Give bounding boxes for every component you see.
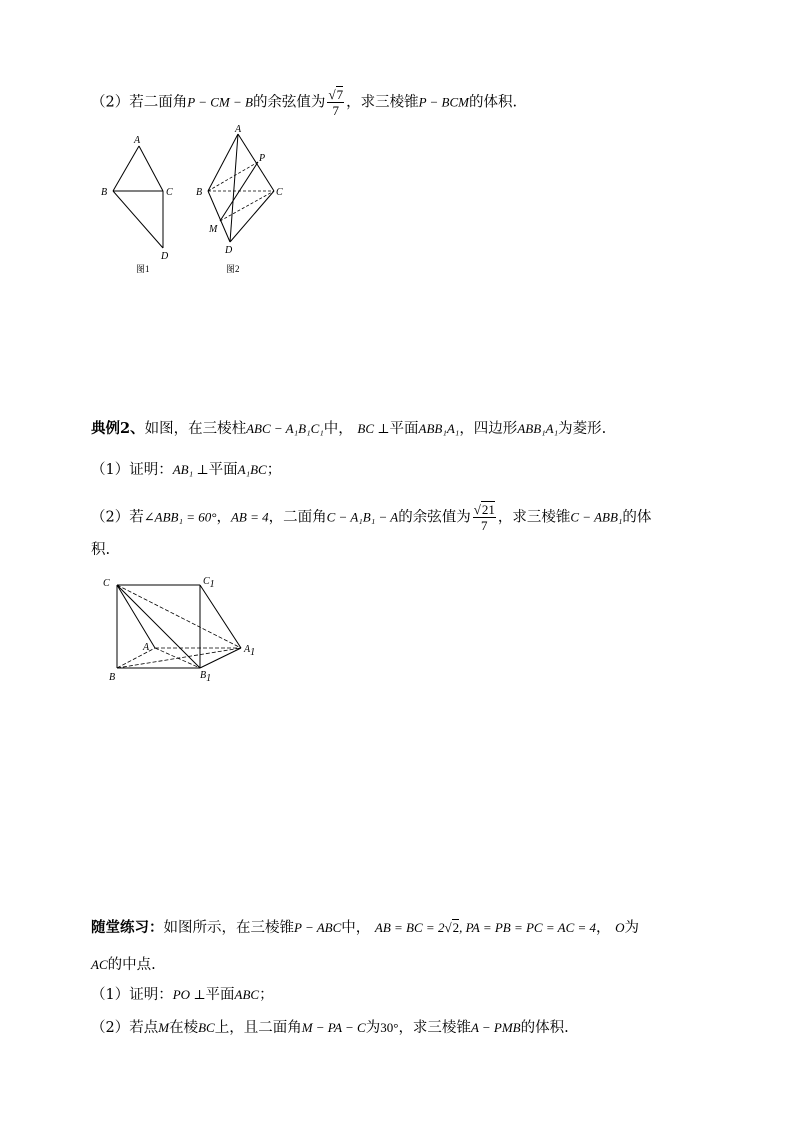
- practice-q2-m: M: [158, 1020, 170, 1035]
- ex2-frac-num: 21: [481, 502, 495, 517]
- s1-q2-mid: 的余弦值为: [252, 94, 326, 111]
- fig3-label-c: C: [103, 578, 110, 589]
- fig2-label-d: D: [225, 245, 233, 256]
- fig2-label-c: C: [276, 187, 283, 198]
- fig1-edge-ab: [113, 146, 139, 191]
- s1-q2-fraction: $\frac{√7}{7}$: [328, 87, 344, 118]
- fig1-edge-bd: [113, 191, 163, 248]
- fig1-label-a: A: [134, 135, 141, 146]
- fig1-edge-ac: [139, 146, 163, 191]
- fig1-label-c: C: [166, 187, 173, 198]
- ex2-plane: ABB₁A₁: [418, 421, 460, 436]
- s1-q2-end: 的体积.: [469, 94, 518, 111]
- fig2-caption: 图2: [226, 264, 240, 274]
- figure-2: [192, 122, 292, 278]
- ex2-text2: 中，: [323, 421, 353, 437]
- fig2-dash-mc: [220, 191, 274, 221]
- practice-q2-end: 的体积.: [520, 1020, 569, 1036]
- s1-frac-den: 7: [332, 103, 339, 118]
- fig3-edge-cb1: [117, 585, 200, 668]
- practice-text1: 如图所示，在三棱锥: [163, 920, 294, 936]
- fig2-edge-ad: [230, 134, 238, 242]
- practice-heading: 随堂练习：: [91, 919, 164, 936]
- ex2-q2-sep: ，: [216, 509, 231, 526]
- practice-solid: P − ABC: [294, 920, 342, 935]
- fig3-label-c1: C1: [203, 576, 215, 590]
- ex2-q2-line: [91, 502, 651, 533]
- practice-text5: 的中点.: [107, 957, 156, 973]
- practice-text3: ，: [596, 920, 611, 936]
- ex2-q2-cont: 积.: [91, 542, 111, 558]
- practice-q1-plane: ABC: [234, 987, 260, 1002]
- s1-frac-num: 7: [336, 87, 344, 102]
- practice-text4: 为: [624, 920, 640, 936]
- figure-1: [95, 128, 185, 278]
- fig3-label-b1: B1: [200, 670, 212, 684]
- practice-q1-prefix: （1）证明：: [91, 987, 173, 1003]
- fig1-caption: 图1: [136, 264, 150, 274]
- ex2-prism: ABC − A₁B₁C₁: [246, 421, 324, 436]
- ex2-q2-text2: 的余弦值为: [398, 509, 471, 526]
- fig2-edge-pm: [220, 162, 258, 221]
- ex2-q2-text3: ，求三棱锥: [497, 509, 571, 526]
- practice-q2-bc: BC: [198, 1020, 215, 1035]
- fig1-label-d: D: [161, 251, 169, 262]
- ex2-line1: [91, 419, 606, 439]
- practice-q1-line-expr: PO ⊥: [172, 987, 206, 1002]
- s1-q2-solid: P − BCM: [418, 94, 469, 110]
- practice-q2-solid: A − PMB: [470, 1020, 521, 1035]
- practice-seg-ac: AC: [91, 957, 108, 972]
- s1-q2-angle: P − CM − B: [187, 94, 253, 110]
- practice-cond1: AB = BC = 2: [374, 920, 445, 935]
- ex2-q2-solid: C − ABB₁: [570, 509, 623, 525]
- ex2-frac-den: 7: [481, 518, 488, 533]
- ex2-perp: BC ⊥: [357, 421, 390, 436]
- practice-q2-text2: 上，且二面角: [214, 1020, 302, 1036]
- ex2-quad: ABB₁A₁: [517, 421, 559, 436]
- ex2-q1-plane: A₁BC: [237, 462, 267, 477]
- practice-q2-dihedral: M − PA − C: [301, 1020, 366, 1035]
- practice-text2: 中，: [341, 920, 371, 936]
- ex2-q1-line-expr: AB₁ ⊥: [172, 462, 209, 477]
- fig2-label-a: A: [235, 124, 242, 135]
- practice-q2-line: [91, 1018, 569, 1038]
- practice-q1-end: ；: [259, 987, 274, 1003]
- practice-cond-sqrt: 2: [452, 920, 460, 935]
- practice-q1-mid: 平面: [205, 987, 235, 1003]
- ex2-q2-text4: 的体: [622, 509, 652, 526]
- practice-q2-text1: 在棱: [169, 1020, 199, 1036]
- practice-q2-text4: ，求三棱锥: [398, 1020, 471, 1036]
- practice-q1-line: [91, 985, 274, 1005]
- ex2-text1: 如图，在三棱柱: [144, 421, 247, 437]
- ex2-q2-cont-line: [91, 540, 110, 560]
- ex2-text4: ，四边形: [459, 421, 518, 437]
- figure-3-prism: [100, 572, 270, 684]
- ex2-q1-mid: 平面: [208, 462, 238, 478]
- practice-line2: [91, 955, 156, 975]
- practice-line1: 随堂练习：如图所示，在三棱锥P − ABC中， AB = BC = 2√2, PA = PB = PC = AC = 4， O为: [91, 919, 640, 936]
- fig3-label-a: A: [143, 642, 150, 653]
- ex2-q2-fraction: $\frac{√21}{7}$: [473, 502, 495, 533]
- fig2-edge-ac: [238, 134, 274, 191]
- ex2-q2-ab: AB = 4: [230, 509, 269, 525]
- ex2-q2-text1: ，二面角: [268, 509, 327, 526]
- fig2-label-p: P: [259, 153, 266, 164]
- ex2-q1-end: ；: [266, 462, 282, 478]
- fig2-edge-cd: [230, 191, 274, 242]
- practice-point-o: O: [615, 920, 625, 935]
- ex2-q1-line: [91, 460, 281, 480]
- ex2-q2-angle: ∠ABB₁ = 60°: [143, 509, 217, 525]
- fig1-label-b: B: [101, 187, 108, 198]
- ex2-q1-prefix: （1）证明：: [91, 462, 173, 478]
- fig3-edge-c1a1: [200, 585, 241, 648]
- fig2-label-b: B: [196, 187, 203, 198]
- s1-q2-suffix: ，求三棱锥: [346, 94, 419, 111]
- fig2-label-m: M: [209, 224, 218, 235]
- s1-q2-prefix: （2）若二面角: [91, 94, 188, 111]
- practice-q2-angle: 30°: [380, 1020, 399, 1035]
- ex2-text3: 平面: [389, 421, 419, 437]
- fig3-label-a1: A1: [244, 644, 256, 658]
- practice-q2-text3: 为: [365, 1020, 381, 1036]
- ex2-text5: 为菱形.: [558, 421, 607, 437]
- s1-q2-line: [91, 87, 517, 118]
- fig3-label-b: B: [109, 672, 116, 683]
- practice-q2-prefix: （2）若点: [91, 1020, 159, 1036]
- ex2-q2-dihedral: C − A₁B₁ − A: [326, 509, 399, 525]
- ex2-q2-prefix: （2）若: [91, 509, 144, 526]
- ex2-heading: 典例2、: [91, 420, 145, 437]
- practice-cond2: , PA = PB = PC = AC = 4: [459, 920, 597, 935]
